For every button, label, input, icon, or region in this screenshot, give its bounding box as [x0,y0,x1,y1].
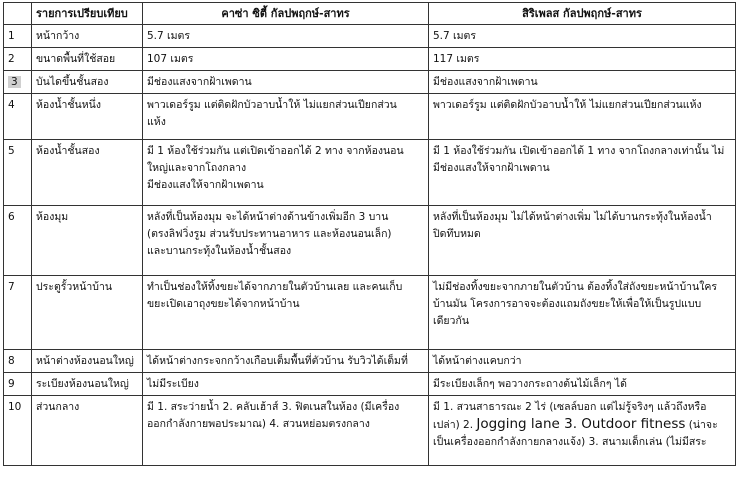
row-topic: หน้าต่างห้องนอนใหญ่ [32,350,143,373]
cell-line: 117 เมตร [433,53,480,65]
cell-casa-city [143,396,429,466]
cell-line: มี 1. สระว่ายน้ำ 2. คลับเฮ้าส์ 3. ฟิตเนสในห้อง (มีเครื่อง [147,401,400,413]
cell-casa-city [143,25,429,48]
cell-line: ปิดทึบหมด [433,228,481,240]
cell-line: ออกกำลังกายพอประมาณ) 4. สวนหย่อมตรงกลาง [147,418,370,430]
cell-line: ใหญ่และจากโถงกลาง [147,162,247,174]
row-number: 7 [4,276,32,350]
row-topic: ส่วนกลาง [32,396,143,466]
cell-line: มีช่องแสงจากฝ้าเพดาน [147,76,252,88]
row-topic: หน้ากว้าง [32,25,143,48]
cell-line: 5.7 เมตร [147,30,191,42]
table-row [4,206,736,276]
cell-casa-city [143,71,429,94]
header-topic: รายการเปรียบเทียบ [32,3,143,25]
cell-line: ได้หน้าต่างกระจกกว้างเกือบเต็มพื้นที่ตัวบ้าน รับวิวได้เต็มที่ [147,355,408,367]
table-row [4,48,736,71]
cell-line: มี 1 ห้องใช้ร่วมกัน เปิดเข้าออกได้ 1 ทาง จากโถงกลางเท่านั้น ไม่ [433,145,725,157]
row-number: 8 [4,350,32,373]
cell-line: ไม่มีช่องทิ้งขยะจากภายในตัวบ้าน ต้องทิ้งใส่ถังขยะหน้าบ้านใคร [433,281,717,293]
header-siri-place: สิริเพลส กัลปพฤกษ์-สาทร [429,3,736,25]
cell-text-large: Jogging lane 3. Outdoor fitness [476,416,686,432]
cell-siri-place [429,94,736,140]
row-number: 6 [4,206,32,276]
cell-casa-city [143,373,429,396]
cell-casa-city [143,48,429,71]
cell-line: ไม่มีระเบียง [147,378,199,390]
row-topic: ห้องน้ำชั้นหนึ่ง [32,94,143,140]
table-row [4,350,736,373]
cell-line: ขยะเปิดเอาถุงขยะได้จากหน้าบ้าน [147,298,300,310]
row-number: 4 [4,94,32,140]
cell-line: 5.7 เมตร [433,30,477,42]
cell-line: พาวเดอร์รูม แต่ติดฝักบัวอาบน้ำให้ ไม่แยกส่วนเปียกส่วนแห้ง [433,99,702,111]
cell-line: ได้หน้าต่างแคบกว่า [433,355,522,367]
cell-casa-city [143,94,429,140]
cell-line: มีช่องแสงจากฝ้าเพดาน [433,76,538,88]
cell-siri-place [429,276,736,350]
row-topic: ระเบียงห้องนอนใหญ่ [32,373,143,396]
cell-casa-city [143,350,429,373]
row-topic: บันไดขึ้นชั้นสอง [32,71,143,94]
cell-siri-place [429,350,736,373]
cell-siri-place [429,396,736,466]
cell-line: เดียวกัน [433,315,469,327]
cell-casa-city [143,140,429,206]
row-number: 5 [4,140,32,206]
cell-line: มีช่องแสงให้จากฝ้าเพดาน [433,162,550,174]
cell-siri-place [429,71,736,94]
cell-siri-place [429,206,736,276]
row-topic: ห้องมุม [32,206,143,276]
table-row [4,140,736,206]
cell-siri-place [429,140,736,206]
header-row [4,3,736,25]
row-topic: ห้องน้ำชั้นสอง [32,140,143,206]
cell-line: เป็นเครื่องออกกำลังกายกลางแจ้ง) 3. สนามเด็กเล่น (ไม่มีสระ [433,436,707,448]
cell-line: 107 เมตร [147,53,194,65]
selected-row-number: 3 [8,76,21,88]
cell-casa-city [143,276,429,350]
table-row [4,71,736,94]
cell-line: มี 1 ห้องใช้ร่วมกัน แต่เปิดเข้าออกได้ 2 ทาง จากห้องนอน [147,145,404,157]
cell-line: พาวเดอร์รูม แต่ติดฝักบัวอาบน้ำให้ ไม่แยกส่วนเปียกส่วน [147,99,397,111]
cell-line: มีช่องแสงให้จากฝ้าเพดาน [147,179,264,191]
cell-siri-place [429,373,736,396]
cell-line [433,416,731,434]
row-number: 9 [4,373,32,396]
cell-line: ทำเป็นช่องให้ทิ้งขยะได้จากภายในตัวบ้านเลย และคนเก็บ [147,281,403,293]
table-row [4,25,736,48]
cell-text: เปล่า) 2. [433,419,477,431]
table-row [4,276,736,350]
cell-line: แห้ง [147,116,166,128]
cell-siri-place [429,48,736,71]
header-casa-city: คาซ่า ซิตี้ กัลปพฤกษ์-สาทร [143,3,429,25]
row-topic: ประตูรั้วหน้าบ้าน [32,276,143,350]
row-number: 1 [4,25,32,48]
cell-text: (น่าจะ [685,419,718,431]
comparison-table [3,2,736,466]
table-row [4,94,736,140]
row-number [4,71,32,94]
cell-casa-city [143,206,429,276]
cell-siri-place [429,25,736,48]
row-number: 2 [4,48,32,71]
cell-line: หลังที่เป็นห้องมุม ไม่ได้หน้าต่างเพิ่ม ไม่ได้บานกระทุ้งในห้องน้ำ [433,211,712,223]
header-number [4,3,32,25]
row-topic: ขนาดพื้นที่ใช้สอย [32,48,143,71]
table-row [4,396,736,466]
cell-line: มี 1. สวนสาธารณะ 2 ไร่ (เซลล์บอก แต่ไม่รู้จริงๆ แล้วถึงหรือ [433,401,707,413]
cell-line: (ตรงลิฟวิ่งรูม ส่วนรับประทานอาหาร และห้องนอนเล็ก) [147,228,392,240]
table-row [4,373,736,396]
cell-line: บ้านมัน โครงการอาจจะต้องแถมถังขยะให้เพื่อให้เป็นรูปแบบ [433,298,702,310]
cell-line: หลังที่เป็นห้องมุม จะได้หน้าต่างด้านข้างเพิ่มอีก 3 บาน [147,211,389,223]
cell-line: มีระเบียงเล็กๆ พอวางกระถางต้นไม้เล็กๆ ได้ [433,378,627,390]
row-number: 10 [4,396,32,466]
cell-line: และบานกระทุ้งในห้องน้ำชั้นสอง [147,245,292,257]
